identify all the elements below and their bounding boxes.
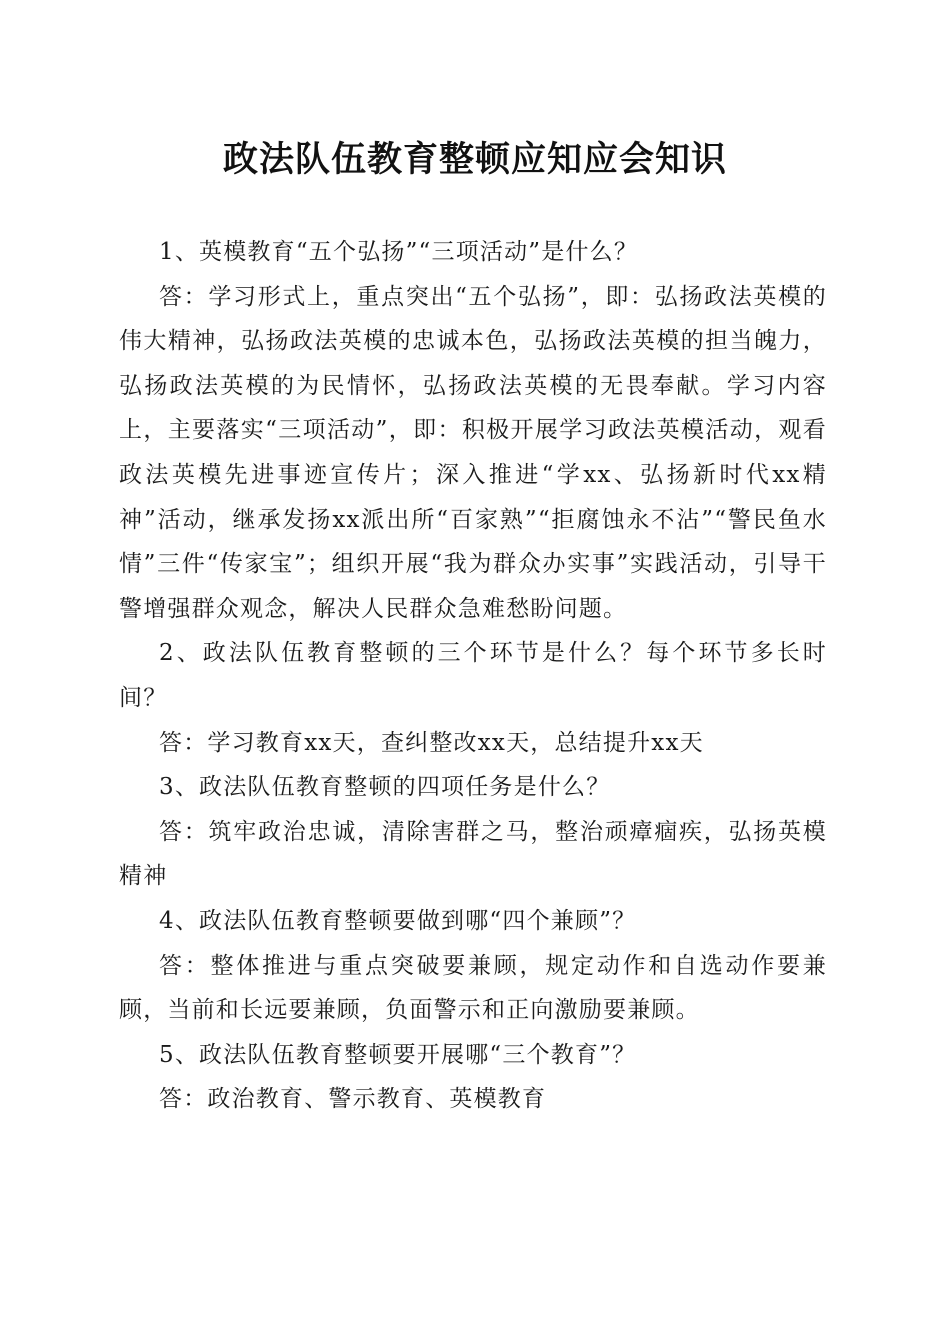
answer-3: 答：筑牢政治忠诚，清除害群之马，整治顽瘴痼疾，弘扬英模精神 [119, 818, 827, 890]
answer-5: 答：政治教育、警示教育、英模教育 [159, 1086, 547, 1113]
question-1: 1、英模教育“五个弘扬”“三项活动”是什么？ [159, 239, 639, 265]
document-body [119, 230, 827, 1122]
answer-4: 答：整体推进与重点突破要兼顾，规定动作和自选动作要兼顾，当前和长远要兼顾，负面警示和正向激励要兼顾。 [119, 952, 827, 1024]
answer-1: 答：学习形式上，重点突出“五个弘扬”，即：弘扬政法英模的伟大精神，弘扬政法英模的忠诚本色，弘扬政法英模的担当魄力，弘扬政法英模的为民情怀，弘扬政法英模的无畏奉献。学习内容上，主要落实“三项活动”，即：积极开展学习政法英模活动，观看政法英模先进事迹宣传片；深入推进“学xx、弘扬新时代xx精神”活动，继承发扬xx派出所“百家熟”“拒腐蚀永不沾”“警民鱼水情”三件“传家宝”；组织开展“我为群众办实事”实践活动，引导干警增强群众观念，解决人民群众急难愁盼问题。 [119, 283, 827, 622]
document-title: 政法队伍教育整顿应知应会知识 [222, 139, 727, 180]
question-2: 2、政法队伍教育整顿的三个环节是什么？每个环节多长时间？ [119, 640, 827, 711]
question-5: 5、政法队伍教育整顿要开展哪“三个教育”？ [159, 1041, 637, 1068]
question-4: 4、政法队伍教育整顿要做到哪“四个兼顾”？ [159, 907, 637, 934]
question-3: 3、政法队伍教育整顿的四项任务是什么？ [159, 774, 611, 801]
answer-2: 答：学习教育xx天，查纠整改xx天，总结提升xx天 [159, 729, 704, 756]
